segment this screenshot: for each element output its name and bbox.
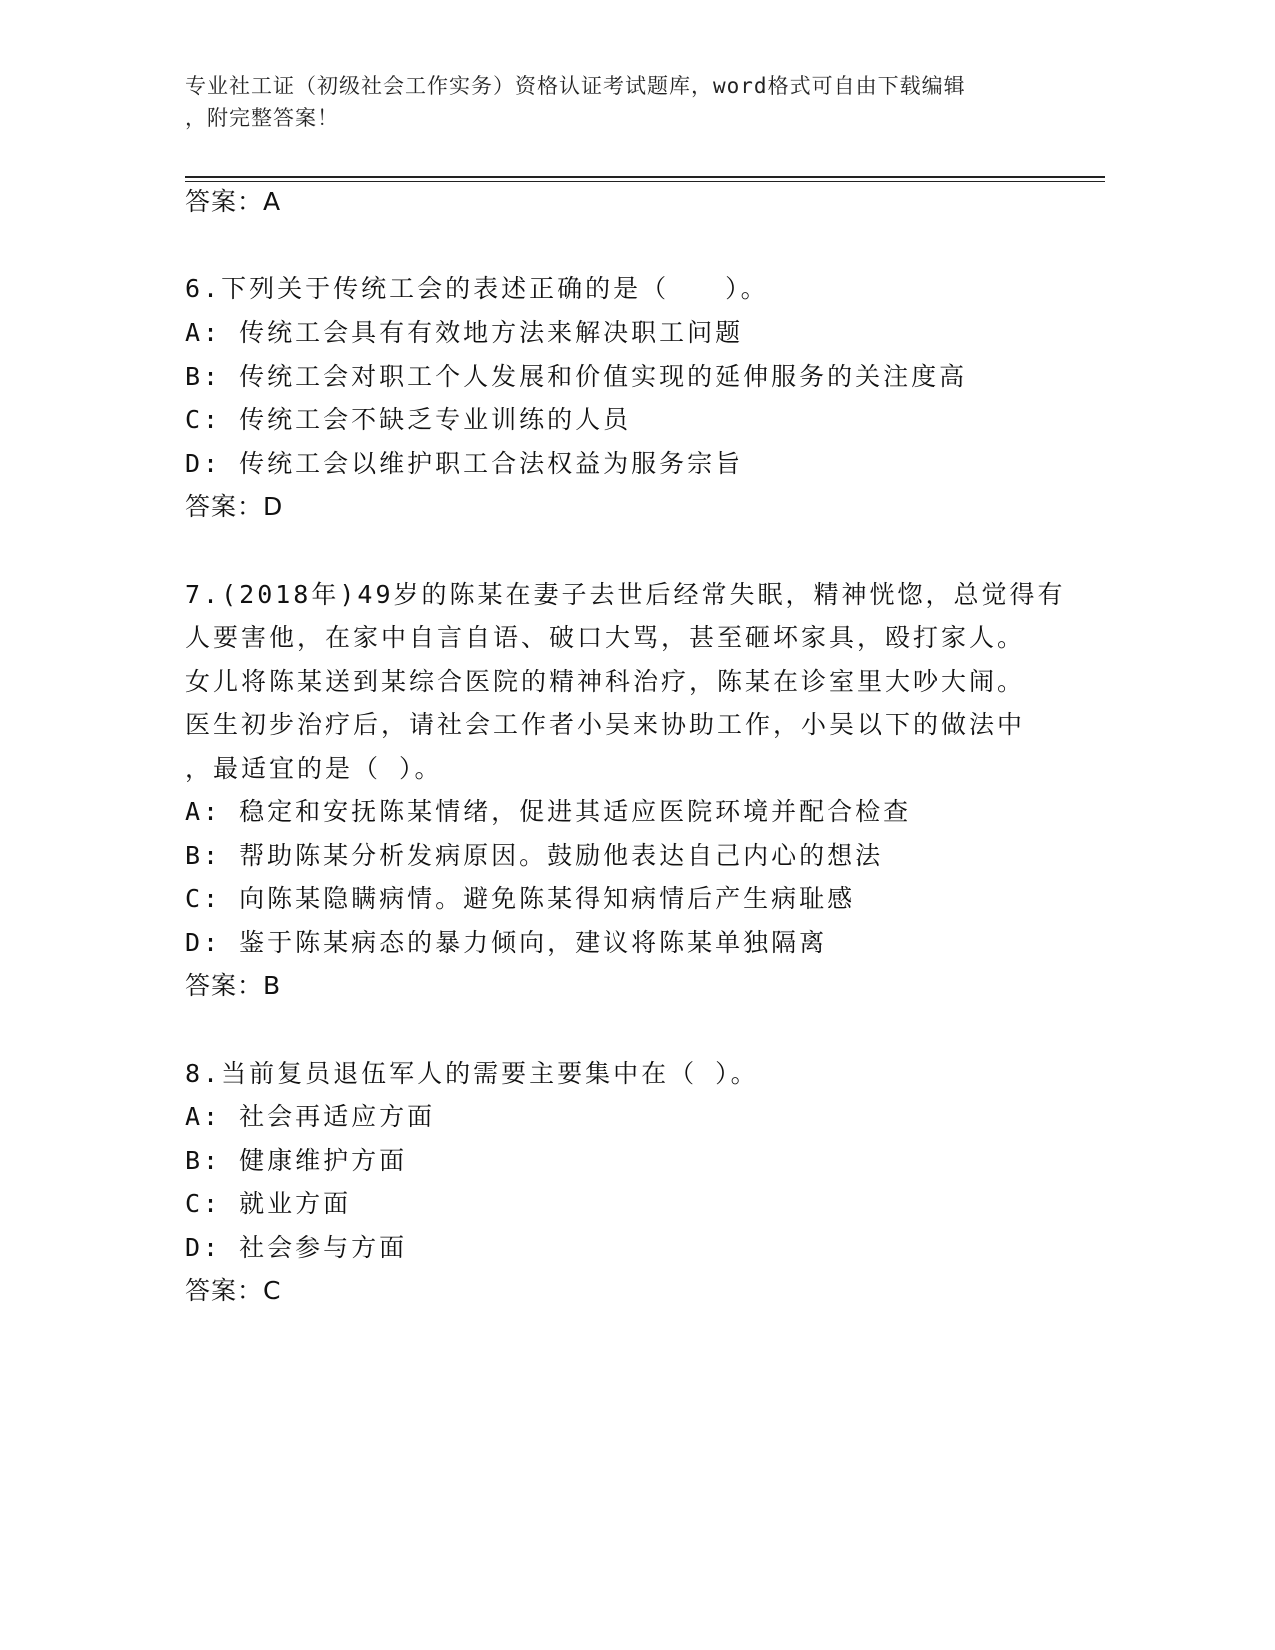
question-7-stem-line-2: 人要害他，在家中自言自语、破口大骂，甚至砸坏家具，殴打家人。 — [185, 623, 1026, 652]
document-header — [185, 70, 1085, 134]
question-7-option-b: B: 帮助陈某分析发病原因。鼓励他表达自己内心的想法 — [185, 841, 884, 870]
question-6-answer: 答案：D — [185, 492, 284, 521]
question-8-stem: 8.当前复员退伍军人的需要主要集中在（ ）。 — [185, 1059, 759, 1088]
header-divider — [185, 176, 1105, 178]
question-7-option-a: A: 稳定和安抚陈某情绪，促进其适应医院环境并配合检查 — [185, 797, 912, 826]
header-line-1: 专业社工证（初级社会工作实务）资格认证考试题库，word格式可自由下载编辑 — [185, 74, 966, 98]
question-6-option-b: B: 传统工会对职工个人发展和价值实现的延伸服务的关注度高 — [185, 362, 968, 391]
question-7-option-c: C: 向陈某隐瞒病情。避免陈某得知病情后产生病耻感 — [185, 884, 856, 913]
question-7-stem-line-4: 医生初步治疗后，请社会工作者小吴来协助工作，小吴以下的做法中 — [185, 710, 1026, 739]
question-8-option-b: B: 健康维护方面 — [185, 1146, 408, 1175]
header-divider-thin — [185, 181, 1105, 182]
question-8-option-a: A: 社会再适应方面 — [185, 1102, 436, 1131]
question-7-stem-line-3: 女儿将陈某送到某综合医院的精神科治疗，陈某在诊室里大吵大闹。 — [185, 667, 1026, 696]
question-7-option-d: D: 鉴于陈某病态的暴力倾向，建议将陈某单独隔离 — [185, 928, 828, 957]
header-line-2: ，附完整答案！ — [185, 106, 339, 130]
question-7-stem-line-1: 7.(2018年)49岁的陈某在妻子去世后经常失眠，精神恍惚，总觉得有 — [185, 580, 1066, 609]
question-6-stem: 6.下列关于传统工会的表述正确的是（ ）。 — [185, 274, 769, 303]
question-7-stem-line-5: ，最适宜的是（ ）。 — [185, 754, 443, 783]
answer-previous: 答案：A — [185, 187, 282, 216]
question-6-option-a: A: 传统工会具有有效地方法来解决职工问题 — [185, 318, 744, 347]
question-8-option-c: C: 就业方面 — [185, 1189, 352, 1218]
question-6-option-d: D: 传统工会以维护职工合法权益为服务宗旨 — [185, 449, 744, 478]
question-8-answer: 答案：C — [185, 1276, 282, 1305]
question-8-option-d: D: 社会参与方面 — [185, 1233, 408, 1262]
question-6-option-c: C: 传统工会不缺乏专业训练的人员 — [185, 405, 632, 434]
question-7-answer: 答案：B — [185, 971, 282, 1000]
